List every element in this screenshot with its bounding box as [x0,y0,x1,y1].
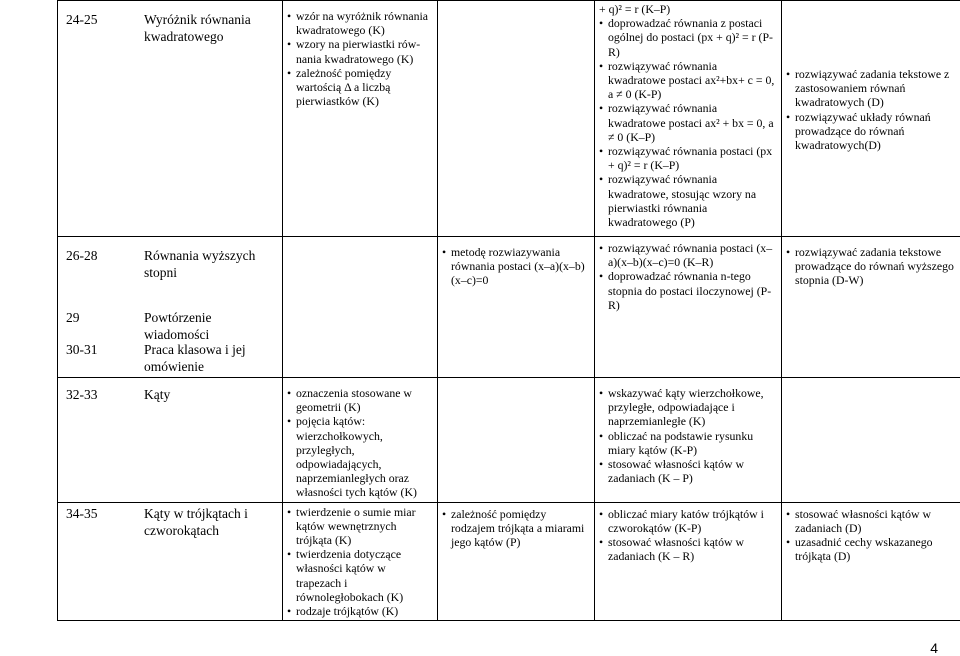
skills-list [599,2,777,229]
list-item: • rozwiązywać równania postaci (x–a)(x–b)(x–c)=0 (K–R) [599,241,777,269]
skills-cell [595,378,782,503]
lesson-cell [58,237,283,378]
list-item: + q)² = r (K–P) [599,2,671,16]
method-list [442,245,590,288]
lesson-number: 34-35 [66,505,98,521]
content-list [287,9,433,108]
content-cell [283,237,438,378]
list-item: • wzory na pierwiastki rów-nania kwadratowego (K) [287,37,433,65]
page-number: 4 [930,640,938,656]
table-row [58,237,960,378]
lesson-entry [62,386,278,403]
method-cell [438,237,595,378]
extended-list [786,245,956,288]
lesson-number: 24-25 [66,12,98,27]
list-item: • rozwiązywać równania kwadratowe, stosując wzory na pierwiastki równania kwadratowego (P) [599,172,777,229]
list-item: • zależność pomiędzy wartością Δ a liczbą pierwiastków (K) [287,66,433,109]
list-item: • uzasadnić cechy wskazanego trójkąta (D) [786,535,956,563]
table-row [58,378,960,503]
list-item: • pojęcia kątów: wierzchołkowych, przyległych, odpowiadających, naprzemianległych oraz własności tych kątów (K) [287,414,433,499]
lesson-title: Powtórzenie wiadomości [144,310,212,342]
lesson-number: 29 [66,310,80,325]
list-item: • oznaczenia stosowane w geometrii (K) [287,386,433,414]
list-item: • wzór na wyróżnik równania kwadratowego (K) [287,9,433,37]
list-item: • rozwiązywać równania postaci (px + q)² = r (K–P) [599,144,777,172]
lesson-title: Wyróżnik równania kwadratowego [144,12,251,44]
list-item: • doprowadzać równania z postaci ogólnej do postaci (px + q)² = r (P-R) [599,16,777,59]
list-item: • doprowadzać równania n-tego stopnia do postaci iloczynowej (P-R) [599,269,777,312]
method-list [442,507,590,550]
list-item: • twierdzenie o sumie miar kątów wewnętrznych trójkąta (K) [287,505,433,548]
lesson-title: Praca klasowa i jej omówienie [144,342,246,374]
list-item: • stosować własności kątów w zadaniach (D) [786,507,956,535]
curriculum-table [57,0,960,621]
lesson-number: 26-28 [66,248,98,263]
list-item: • rozwiązywać układy równań prowadzące do równań kwadratowych(D) [786,110,956,153]
content-cell [283,378,438,503]
lesson-number: 32-33 [66,387,98,402]
lesson-number: 30-31 [66,342,98,357]
content-list [287,505,433,619]
method-cell [438,1,595,237]
method-cell [438,378,595,503]
extended-list [786,67,956,152]
table-row [58,1,960,237]
list-item: • stosować własności kątów w zadaniach (K – R) [599,535,777,563]
list-item: • rozwiązywać równania kwadratowe postaci ax²+bx+ c = 0, a ≠ 0 (K-P) [599,59,777,102]
extended-cell [782,378,960,503]
lesson-entry [62,341,278,375]
extended-cell [782,502,960,621]
lesson-entry [62,309,278,341]
lesson-entry [62,247,278,309]
lesson-entry [62,505,278,539]
list-item: • twierdzenia dotyczące własności kątów w trapezach i równoległobokach (K) [287,547,433,604]
list-item: • metodę rozwiazywania równania postaci (x–a)(x–b)(x–c)=0 [442,245,590,288]
content-cell [283,1,438,237]
skills-list [599,507,777,564]
skills-list [599,241,777,312]
content-cell [283,502,438,621]
list-item: • rodzaje trójkątów (K) [287,604,433,618]
lesson-cell [58,1,283,237]
list-item: • stosować własności kątów w zadaniach (K – P) [599,457,777,485]
lesson-title: Kąty [144,387,171,402]
lesson-cell [58,378,283,503]
lesson-title: Kąty w trójkątach i czworokątach [144,505,248,538]
list-item: • rozwiązywać równania kwadratowe postaci ax² + bx = 0, a ≠ 0 (K–P) [599,101,777,144]
lesson-title: Równania wyższych stopni [144,248,256,280]
table-row [58,502,960,621]
lesson-entry [62,11,278,45]
skills-cell [595,237,782,378]
skills-cell [595,502,782,621]
list-item: • wskazywać kąty wierzchołkowe, przyległe, odpowiadające i naprzemianległe (K) [599,386,777,429]
lesson-cell [58,502,283,621]
list-item: • zależność pomiędzy rodzajem trójkąta a miarami jego kątów (P) [442,507,590,550]
extended-cell [782,1,960,237]
list-item: • rozwiązywać zadania tekstowe z zastosowaniem równań kwadratowych (D) [786,67,956,110]
extended-list [786,507,956,564]
list-item: • obliczać na podstawie rysunku miary kątów (K-P) [599,429,777,457]
list-item: • obliczać miary katów trójkątów i czworokątów (K-P) [599,507,777,535]
skills-list [599,386,777,485]
method-cell [438,502,595,621]
list-item: • rozwiązywać zadania tekstowe prowadzące do równań wyższego stopnia (D-W) [786,245,956,288]
skills-cell [595,1,782,237]
content-list [287,386,433,500]
extended-cell [782,237,960,378]
